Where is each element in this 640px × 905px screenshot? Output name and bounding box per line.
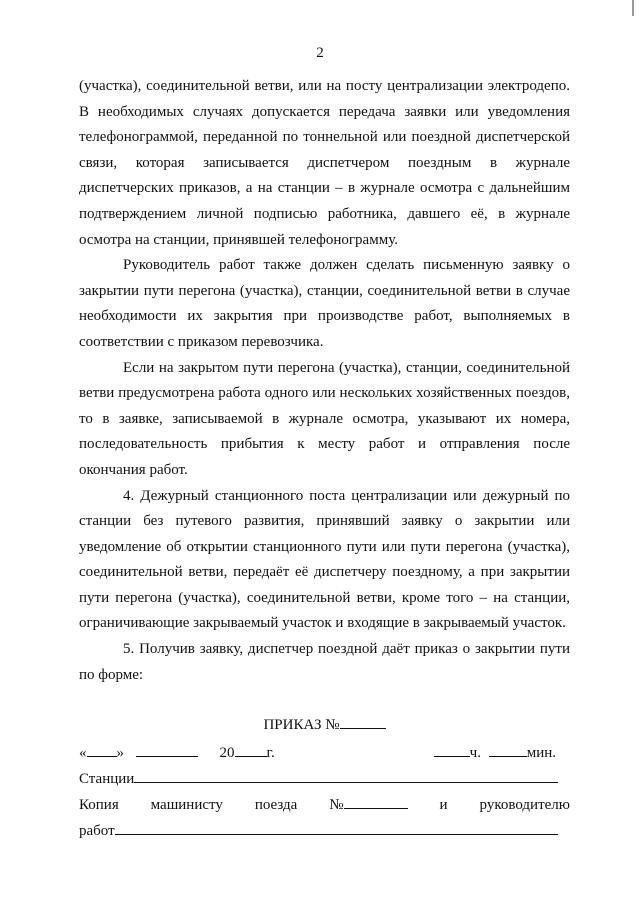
time-fields [434,741,556,767]
number-label: № [329,796,344,813]
copy-label: Копия [79,796,119,813]
train-number-field [329,793,407,819]
manager-label: руководителю [479,796,570,813]
day-blank[interactable] [87,741,117,757]
driver-label: машинисту [150,796,223,813]
train-number-blank[interactable] [344,793,408,809]
order-form-title [79,713,570,739]
order-date-row [79,741,570,767]
paragraph-item-5: 5. Получив заявку, диспетчер поездной даёт приказ о закрытии пути по форме: [79,641,570,683]
year-blank[interactable] [235,741,267,757]
stations-row [79,767,570,793]
page-number: 2 [316,45,324,61]
month-blank[interactable] [136,741,198,757]
paragraph-item-4: 4. Дежурный станционного поста централизации или дежурный по станции без путевого развития, принявший заявку о закрытии или уведомление об открытии станционного пути или пути перегона (участка), соединительной ветви, передаёт её диспетчеру поездному, а при закрытии пути перегона (участка), соединительной ветви, кроме того – на станции, ограничивающие закрываемый участок и входящие в закрываемый участок. [79,487,570,632]
stations-label: Станции [79,770,135,787]
hours-label: ч. [469,744,481,761]
paragraph-service-trains: Если на закрытом пути перегона (участка), станции, соединительной ветви предусмотрена работа одного или нескольких хозяйственных поездов, то в заявке, записываемой в журнале осмотра, указывают их номера, последовательность прибытия к месту работ и отправления после окончания работ. [79,359,570,478]
date-close-quote: » [116,744,124,761]
year-suffix: г. [266,744,275,761]
stations-blank[interactable] [134,767,558,783]
works-row [79,819,570,845]
copy-row [79,793,570,819]
order-number-blank[interactable] [340,713,386,729]
paragraph-continuation: (участка), соединительной ветви, или на посту централизации электродепо. В необходимых случаях допускается передача заявки или уведомления телефонограммой, переданной по тоннельной или поездной диспетчерской связи, которая записывается диспетчером поездным в журнале диспетчерских приказов, а на станции – в журнале осмотра с дальнейшим подтверждением личной подписью работника, давшего её, в журнале осмотра на станции, принявшей телефонограмму. [79,78,570,248]
works-blank[interactable] [115,819,558,835]
hours-blank[interactable] [434,741,470,757]
order-form [79,713,570,845]
minutes-label: мин. [526,744,556,761]
and-label: и [439,796,448,813]
order-title-label: ПРИКАЗ № [263,717,340,733]
scan-edge-mark [632,0,634,16]
document-body [79,74,570,688]
date-open-quote: « [79,744,87,761]
train-label: поезда [254,796,298,813]
paragraph-manager-request: Руководитель работ также должен сделать письменную заявку о закрытии пути перегона (участка), станции, соединительной ветви в случае необходимости их закрытия при производстве работ, выполняемых в соответствии с приказом перевозчика. [79,257,570,350]
year-prefix: 20 [219,744,235,761]
works-label: работ [79,822,115,839]
minutes-blank[interactable] [489,741,527,757]
